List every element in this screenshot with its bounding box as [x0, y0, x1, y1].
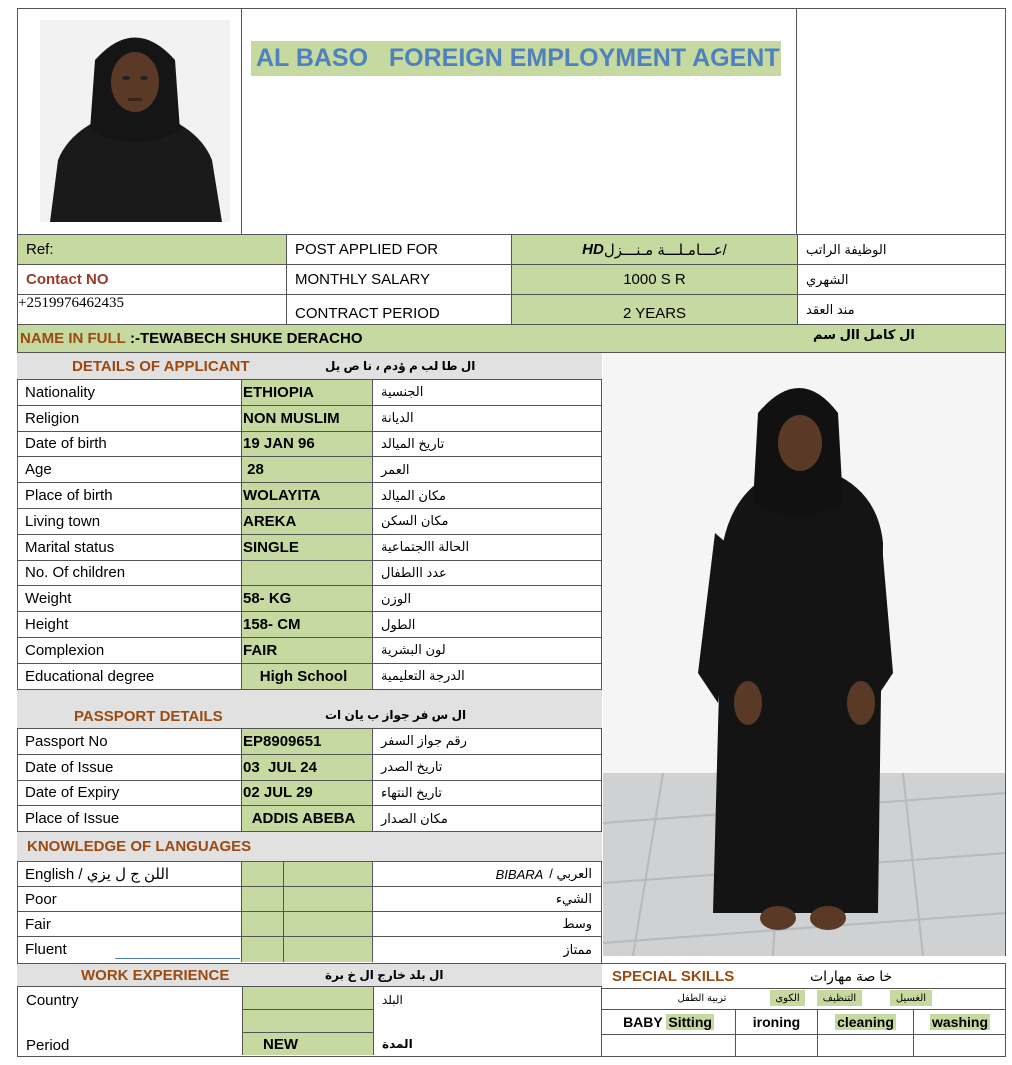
passport-field-label: Date of Expiry	[25, 784, 120, 802]
passport-field-ar: تاريخ النتهاء	[372, 781, 600, 806]
applicant-field-value: AREKA	[241, 509, 372, 534]
contact-phone: +2519976462435	[18, 295, 124, 311]
languages-header	[17, 832, 602, 862]
language-cell-b	[283, 862, 372, 886]
skill-ar-label: الكوى	[770, 990, 805, 1006]
applicant-field-value: 58- KG	[241, 586, 372, 611]
applicant-field-label: Place of birth	[25, 487, 113, 505]
work-period-ar: المدة	[373, 1033, 601, 1055]
skills-en-row	[602, 1010, 1006, 1035]
skills-header-ar: خا صة مهارات	[810, 967, 893, 984]
skill-label-a: BABY	[623, 1014, 667, 1030]
work-period-value: NEW	[242, 1033, 373, 1055]
applicant-row	[17, 483, 602, 509]
language-row	[17, 887, 602, 912]
work-section	[17, 987, 602, 1057]
contract-period-value: 2 YEARS	[511, 295, 797, 324]
full-name-row	[17, 325, 1006, 353]
post-applied-label-ar: الوظيفة الراتب	[797, 235, 1005, 264]
skill-cell	[735, 1010, 817, 1034]
applicant-field-value: FAIR	[241, 638, 372, 663]
applicant-row	[17, 432, 602, 458]
language-cell-a	[241, 887, 283, 911]
applicant-row	[17, 664, 602, 690]
agency-title: AL BASO FOREIGN EMPLOYMENT AGENT	[251, 41, 781, 76]
passport-field-label: Date of Issue	[25, 758, 114, 776]
language-ar-text: وسط	[562, 916, 592, 931]
language-cell-b	[283, 887, 372, 911]
contact-label: Contact NO	[26, 271, 109, 288]
passport-header-ar: ال س فر جواز ب يان ات	[325, 708, 467, 722]
applicant-field-label: Educational degree	[25, 667, 155, 685]
work-country-label: Country	[26, 991, 79, 1009]
skill-col-divider	[817, 1035, 818, 1057]
language-cell-a	[241, 912, 283, 936]
skill-label-b: washing	[931, 1014, 988, 1030]
skill-cell	[913, 1010, 1006, 1034]
applicant-row	[17, 380, 602, 406]
applicant-field-value: 158- CM	[241, 612, 372, 637]
passport-header-label: PASSPORT DETAILS	[74, 707, 223, 725]
language-ar	[372, 912, 600, 936]
language-cell-a	[241, 862, 283, 886]
applicant-field-value: NON MUSLIM	[241, 406, 372, 431]
applicant-field-ar: الجنسية	[372, 380, 600, 405]
applicant-field-value: WOLAYITA	[241, 483, 372, 508]
passport-field-value: 02 JUL 29	[241, 781, 372, 806]
applicant-field-label: Religion	[25, 409, 80, 427]
passport-field-label: Place of Issue	[25, 810, 120, 828]
monthly-salary-label: MONTHLY SALARY	[286, 265, 511, 294]
passport-field-value: ADDIS ABEBA	[241, 806, 372, 831]
monthly-salary-label-ar: الشهري	[797, 265, 1005, 294]
contract-period-label-ar: مند العقد	[797, 295, 1005, 324]
passport-row	[17, 781, 602, 807]
passport-field-ar: تاريخ الصدر	[372, 755, 600, 780]
applicant-field-label: Nationality	[25, 383, 96, 401]
post-applied-value: HD عـــامـلـــة مـنـــزل/	[511, 235, 797, 264]
passport-field-value: 03 JUL 24	[241, 755, 372, 780]
language-row	[17, 912, 602, 937]
portrait-photo	[40, 20, 230, 222]
contract-period-label: CONTRACT PERIOD	[286, 295, 511, 324]
applicant-field-ar: الحالة االجتماعية	[372, 535, 600, 560]
skill-label-b: ironing	[752, 1014, 801, 1030]
work-blank-cell	[242, 1010, 373, 1033]
applicant-row	[17, 638, 602, 664]
applicant-row	[17, 586, 602, 612]
work-period-label: Period	[26, 1036, 70, 1054]
applicant-field-label: No. Of children	[25, 564, 126, 582]
language-row	[17, 937, 602, 962]
passport-field-value: EP8909651	[241, 729, 372, 754]
skills-ar-row	[602, 988, 1006, 1010]
work-header-label: WORK EXPERIENCE	[81, 966, 230, 984]
applicant-field-label: Height	[25, 616, 69, 634]
ref-label: Ref:	[18, 235, 286, 264]
language-ar-text: ممتاز	[563, 941, 592, 957]
skill-label-b: Sitting	[668, 1014, 712, 1030]
skill-cell	[602, 1010, 735, 1034]
passport-header	[17, 690, 602, 729]
applicant-row	[17, 406, 602, 432]
skill-col-divider	[913, 1035, 914, 1057]
languages-header-label: KNOWLEDGE OF LANGUAGES	[27, 838, 252, 855]
applicant-header-ar: ال طا لب م ؤدم ، نا ص يل	[325, 359, 476, 373]
language-cell-b	[283, 937, 372, 962]
passport-row	[17, 755, 602, 781]
skill-label-b: cleaning	[837, 1014, 894, 1030]
applicant-field-value: High School	[241, 664, 372, 689]
applicant-field-label: Marital status	[25, 538, 115, 556]
applicant-field-ar: الطول	[372, 612, 600, 637]
applicant-field-value: SINGLE	[241, 535, 372, 560]
header-divider-left	[241, 8, 242, 235]
applicant-field-ar: تاريخ الميالد	[372, 432, 600, 457]
applicant-field-ar: الديانة	[372, 406, 600, 431]
applicant-field-label: Age	[25, 461, 52, 479]
work-header	[17, 963, 602, 987]
applicant-field-ar: الوزن	[372, 586, 600, 611]
applicant-field-label: Weight	[25, 590, 72, 608]
fluent-underline	[115, 958, 240, 959]
full-name-label: NAME IN FULL	[20, 330, 126, 347]
skill-cell	[817, 1010, 913, 1034]
applicant-field-value: ETHIOPIA	[241, 380, 372, 405]
applicant-header: DETAILS OF APPLICANT	[72, 357, 250, 375]
language-ar-text: العربي /	[549, 866, 592, 881]
full-body-photo	[603, 353, 1006, 956]
applicant-field-ar: عدد االطفال	[372, 561, 600, 586]
language-label: Poor	[25, 890, 57, 908]
applicant-field-label: Living town	[25, 512, 101, 530]
work-country-value	[242, 987, 373, 1010]
applicant-field-ar: مكان الميالد	[372, 483, 600, 508]
work-header-ar: ال بلد خارج ال خ برة	[325, 968, 444, 982]
applicant-row	[17, 457, 602, 483]
full-name-label-ar: ال كامل اال سم	[813, 327, 915, 342]
language-cell-a	[241, 937, 283, 962]
full-name-value: :-TEWABECH SHUKE DERACHO	[125, 330, 363, 347]
applicant-row	[17, 535, 602, 561]
top-info-table	[17, 234, 1006, 325]
work-country-ar: البلد	[373, 987, 601, 1013]
applicant-field-ar: العمر	[372, 457, 600, 482]
applicant-field-ar: الدرجة التعليمية	[372, 664, 600, 689]
language-prefix: BIBARA	[495, 866, 544, 882]
passport-row	[17, 806, 602, 832]
applicant-row	[17, 612, 602, 638]
passport-row	[17, 729, 602, 755]
passport-field-label: Passport No	[25, 732, 108, 750]
skill-ar-label: تربية الطفل	[677, 992, 727, 1004]
language-cell-b	[283, 912, 372, 936]
skills-section	[602, 963, 1006, 1057]
applicant-row	[17, 509, 602, 535]
applicant-field-ar: لون البشرية	[372, 638, 600, 663]
skill-ar-label: الغسيل	[890, 990, 932, 1006]
language-label: Fluent	[25, 941, 67, 958]
language-label: English / اللن ج ل يزي	[25, 866, 170, 883]
applicant-field-value: 28	[241, 457, 372, 482]
post-applied-label: POST APPLIED FOR	[286, 235, 511, 264]
applicant-field-label: Date of birth	[25, 435, 107, 453]
applicant-field-label: Complexion	[25, 641, 105, 659]
language-ar	[372, 887, 600, 911]
applicant-field-value	[241, 561, 372, 586]
skills-blank-row	[602, 1035, 1006, 1057]
applicant-row	[17, 561, 602, 587]
language-label: Fair	[25, 915, 51, 933]
header-divider-right	[796, 8, 797, 235]
passport-field-ar: مكان الصدار	[372, 806, 600, 831]
language-ar-text: الشيء	[555, 891, 592, 906]
skill-ar-label: التنظيف	[817, 990, 862, 1006]
language-ar	[372, 937, 600, 962]
passport-field-ar: رقم جواز السفر	[372, 729, 600, 754]
monthly-salary-value: 1000 S R	[511, 265, 797, 294]
language-ar	[372, 862, 600, 886]
skill-col-divider	[735, 1035, 736, 1057]
applicant-field-value: 19 JAN 96	[241, 432, 372, 457]
language-row	[17, 862, 602, 887]
applicant-field-ar: مكان السكن	[372, 509, 600, 534]
skills-header: SPECIAL SKILLS	[612, 967, 735, 985]
